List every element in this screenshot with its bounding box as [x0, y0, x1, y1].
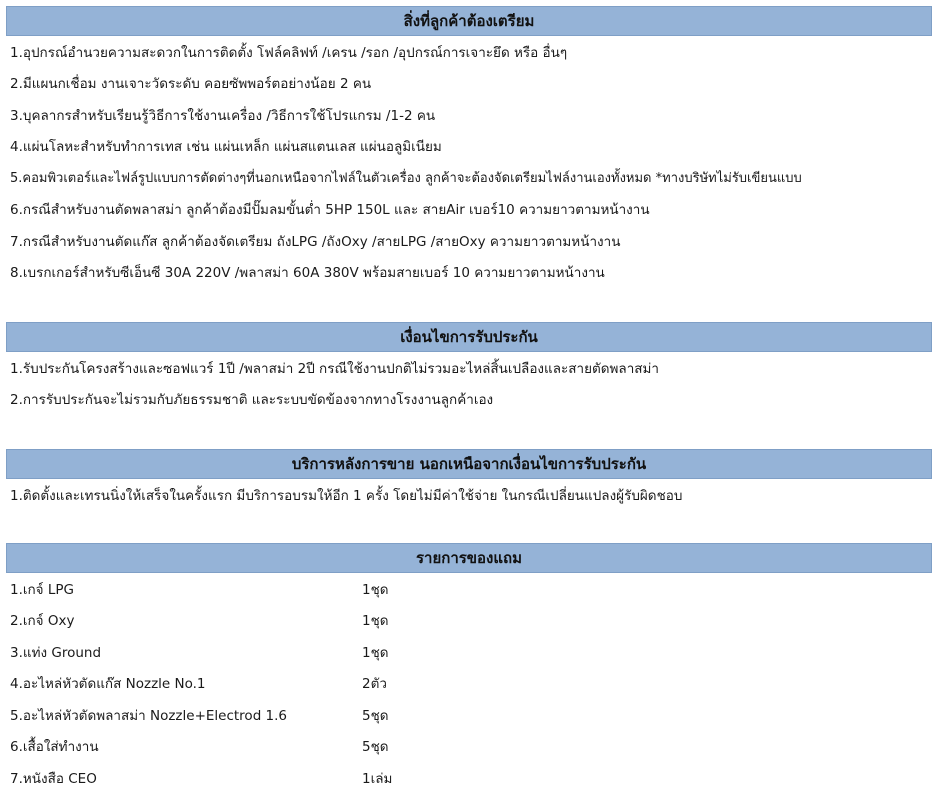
gift-name: 4.อะไหล่หัวตัดแก๊ส Nozzle No.1	[10, 676, 206, 693]
gift-row	[6, 762, 932, 794]
gift-qty: 1ชุด	[362, 613, 389, 630]
gift-row	[6, 636, 932, 668]
warranty-header: เงื่อนไขการรับประกัน	[6, 322, 932, 352]
gift-name: 3.แท่ง Ground	[10, 644, 102, 661]
warranty-item: 1.รับประกันโครงสร้างและซอฟแวร์ 1ปี /พลาสม่า 2ปี กรณีใช้งานปกติไม่รวมอะไหล่สิ้นเปลืองและสายตัดพลาสม่า	[10, 360, 659, 377]
prepare-item: 4.แผ่นโลหะสำหรับทำการเทส เช่น แผ่นเหล็ก แผ่นสแตนเลส แผ่นอลูมิเนียม	[10, 139, 442, 156]
after-sales-header: บริการหลังการขาย นอกเหนือจากเงื่อนไขการรับประกัน	[6, 449, 932, 479]
prepare-item: 3.บุคลากรสำหรับเรียนรู้วิธีการใช้งานเครื่อง /วิธีการใช้โปรแกรม /1-2 คน	[10, 107, 436, 124]
gift-name: 6.เสื้อใส่ทำงาน	[10, 739, 99, 756]
gift-row	[6, 573, 932, 605]
warranty-item: 2.การรับประกันจะไม่รวมกับภัยธรรมชาติ และระบบขัดข้องจากทางโรงงานลูกค้าเอง	[10, 392, 494, 409]
prepare-item: 7.กรณีสำหรับงานตัดแก๊ส ลูกค้าต้องจัดเตรียม ถังLPG /ถังOxy /สายLPG /สายOxy ความยาวตามหน้างาน	[10, 233, 621, 250]
gift-row	[6, 699, 932, 731]
prepare-section	[6, 6, 932, 288]
gift-row	[6, 668, 932, 700]
gift-qty: 2ตัว	[362, 676, 387, 693]
gift-qty: 1เล่ม	[362, 770, 393, 787]
after-sales-item: 1.ติดตั้งและเทรนนิ่งให้เสร็จในครั้งแรก มีบริการอบรมให้อีก 1 ครั้ง โดยไม่มีค่าใช้จ่าย ในกรณีเปลี่ยนแปลงผู้รับผิดชอบ	[10, 487, 683, 504]
gift-row	[6, 731, 932, 763]
prepare-header: สิ่งที่ลูกค้าต้องเตรียม	[6, 6, 932, 36]
gift-qty: 5ชุด	[362, 707, 389, 724]
gift-name: 1.เกจ์ LPG	[10, 581, 74, 598]
gift-name: 2.เกจ์ Oxy	[10, 613, 75, 630]
gift-row	[6, 605, 932, 637]
gift-qty: 1ชุด	[362, 581, 389, 598]
after-sales-section	[6, 449, 932, 511]
prepare-item: 5.คอมพิวเตอร์และไฟล์รูปแบบการตัดต่างๆที่นอกเหนือจากไฟล์ในตัวเครื่อง ลูกค้าจะต้องจัดเตรียมไฟล์งานเองทั้งหมด *ทางบริษัทไม่รับเขียนแบบ	[10, 171, 802, 187]
prepare-item: 1.อุปกรณ์อำนวยความสะดวกในการติดตั้ง โฟล์คลิฟท์ /เครน /รอก /อุปกรณ์การเจาะยึด หรือ อื่นๆ	[10, 44, 568, 61]
warranty-section	[6, 322, 932, 415]
gifts-section	[6, 543, 932, 794]
prepare-item: 6.กรณีสำหรับงานตัดพลาสม่า ลูกค้าต้องมีปั๊มลมขั้นต่ำ 5HP 150L และ สายAir เบอร์10 ความยาวตามหน้างาน	[10, 202, 650, 219]
gift-qty: 1ชุด	[362, 644, 389, 661]
gift-qty: 5ชุด	[362, 739, 389, 756]
gift-name: 5.อะไหล่หัวตัดพลาสม่า Nozzle+Electrod 1.6	[10, 707, 288, 724]
gift-name: 7.หนังสือ CEO	[10, 770, 97, 787]
gifts-header: รายการของแถม	[6, 543, 932, 573]
prepare-item: 8.เบรกเกอร์สำหรับซีเอ็นซี 30A 220V /พลาสม่า 60A 380V พร้อมสายเบอร์ 10 ความยาวตามหน้างาน	[10, 265, 605, 282]
prepare-item: 2.มีแผนกเชื่อม งานเจาะวัดระดับ คอยซัพพอร์ตอย่างน้อย 2 คน	[10, 76, 372, 93]
